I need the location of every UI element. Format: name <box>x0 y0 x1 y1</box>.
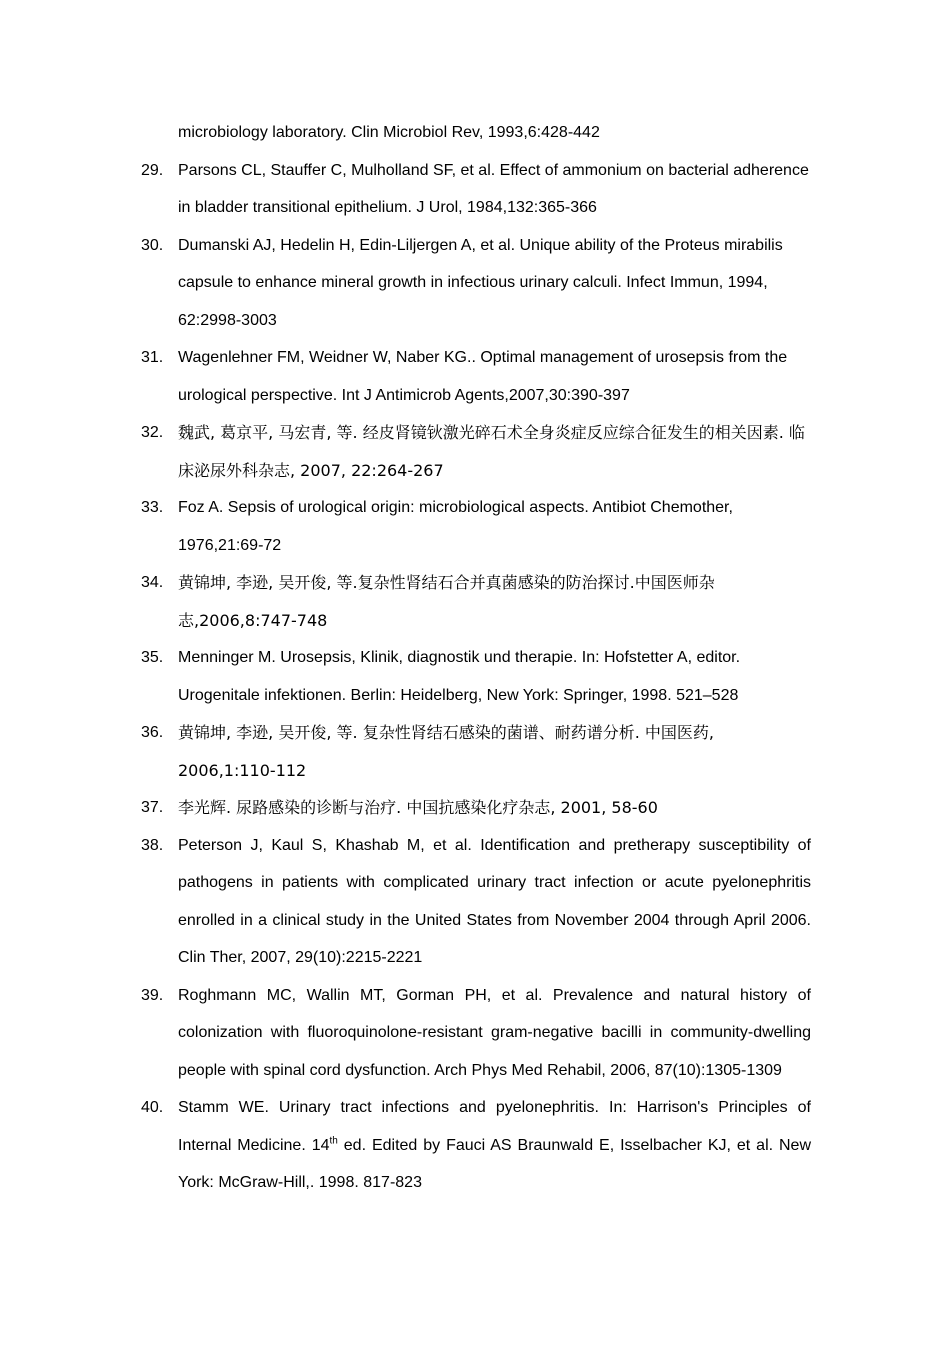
reference-number: 34. <box>141 574 164 591</box>
reference-text: Foz A. Sepsis of urological origin: microbiological aspects. Antibiot Chemother, 1976,21:69-72 <box>178 499 733 554</box>
reference-number: 32. <box>141 424 164 441</box>
reference-text <box>178 1089 811 1202</box>
reference-text: Peterson J, Kaul S, Khashab M, et al. Identification and pretherapy susceptibility of pathogens in patients with complicated urinary tract infection or acute pyelonephritis enrolled in a clinical study in the United States from November 2004 through April 2006. Clin Ther, 2007, 29(10):2215-2221 <box>178 836 811 966</box>
reference-item <box>141 414 811 489</box>
reference-number: 38. <box>141 836 164 854</box>
reference-continuation: microbiology laboratory. Clin Microbiol Rev, 1993,6:428-442 <box>178 124 600 141</box>
reference-item <box>141 977 811 1090</box>
reference-text-part: Stamm WE. Urinary tract infections and pyelonephritis. In: Harrison's Principles of Internal Medicine. 14 <box>178 1099 811 1154</box>
reference-text: Wagenlehner FM, Weidner W, Naber KG.. Optimal management of urosepsis from the urological perspective. Int J Antimicrob Agents,2007,30:390-397 <box>178 349 788 404</box>
reference-item <box>141 714 811 789</box>
reference-item <box>141 827 811 977</box>
reference-item <box>141 227 811 340</box>
reference-text: 黄锦坤, 李逊, 吴开俊, 等. 复杂性肾结石感染的菌谱、耐药谱分析. 中国医药, 2006,1:110-112 <box>178 723 714 780</box>
reference-number: 30. <box>141 236 164 254</box>
reference-text-part: ed. Edited by Fauci AS Braunwald E, Isselbacher KJ, et al. New York: McGraw-Hill,. 1998. 817-823 <box>178 1136 811 1191</box>
reference-number: 36. <box>141 724 164 741</box>
reference-list <box>141 114 811 1202</box>
reference-number: 29. <box>141 161 164 179</box>
reference-item <box>141 789 811 827</box>
reference-item <box>141 339 811 414</box>
reference-text: Menninger M. Urosepsis, Klinik, diagnostik und therapie. In: Hofstetter A, editor. Urogenitale infektionen. Berlin: Heidelberg, New York: Springer, 1998. 521–528 <box>178 649 741 704</box>
reference-text: Roghmann MC, Wallin MT, Gorman PH, et al. Prevalence and natural history of colonization with fluoroquinolone-resistant gram-negative bacilli in community-dwelling people with spinal cord dysfunction. Arch Phys Med Rehabil, 2006, 87(10):1305-1309 <box>178 986 811 1079</box>
reference-item <box>141 152 811 227</box>
reference-item <box>141 489 811 564</box>
reference-item <box>141 564 811 639</box>
reference-number: 37. <box>141 799 164 816</box>
reference-text: Dumanski AJ, Hedelin H, Edin-Liljergen A, et al. Unique ability of the Proteus mirabilis capsule to enhance mineral growth in infectious urinary calculi. Infect Immun, 1994, 62:2998-3003 <box>178 236 783 329</box>
reference-number: 33. <box>141 499 164 516</box>
reference-text: 李光辉. 尿路感染的诊断与治疗. 中国抗感染化疗杂志, 2001, 58-60 <box>178 798 658 817</box>
ordinal-superscript: th <box>329 1135 338 1147</box>
reference-text: 魏武, 葛京平, 马宏青, 等. 经皮肾镜钬激光碎石术全身炎症反应综合征发生的相关因素. 临床泌尿外科杂志, 2007, 22:264-267 <box>178 423 805 480</box>
reference-text: 黄锦坤, 李逊, 吴开俊, 等.复杂性肾结石合并真菌感染的防治探讨.中国医师杂志,2006,8:747-748 <box>178 573 715 630</box>
reference-item <box>141 639 811 714</box>
reference-number: 40. <box>141 1099 164 1116</box>
reference-item <box>141 1089 811 1202</box>
reference-number: 31. <box>141 349 164 366</box>
reference-number: 35. <box>141 649 164 666</box>
reference-text: Parsons CL, Stauffer C, Mulholland SF, et al. Effect of ammonium on bacterial adherence in bladder transitional epithelium. J Urol, 1984,132:365-366 <box>178 161 809 216</box>
reference-number: 39. <box>141 986 164 1004</box>
